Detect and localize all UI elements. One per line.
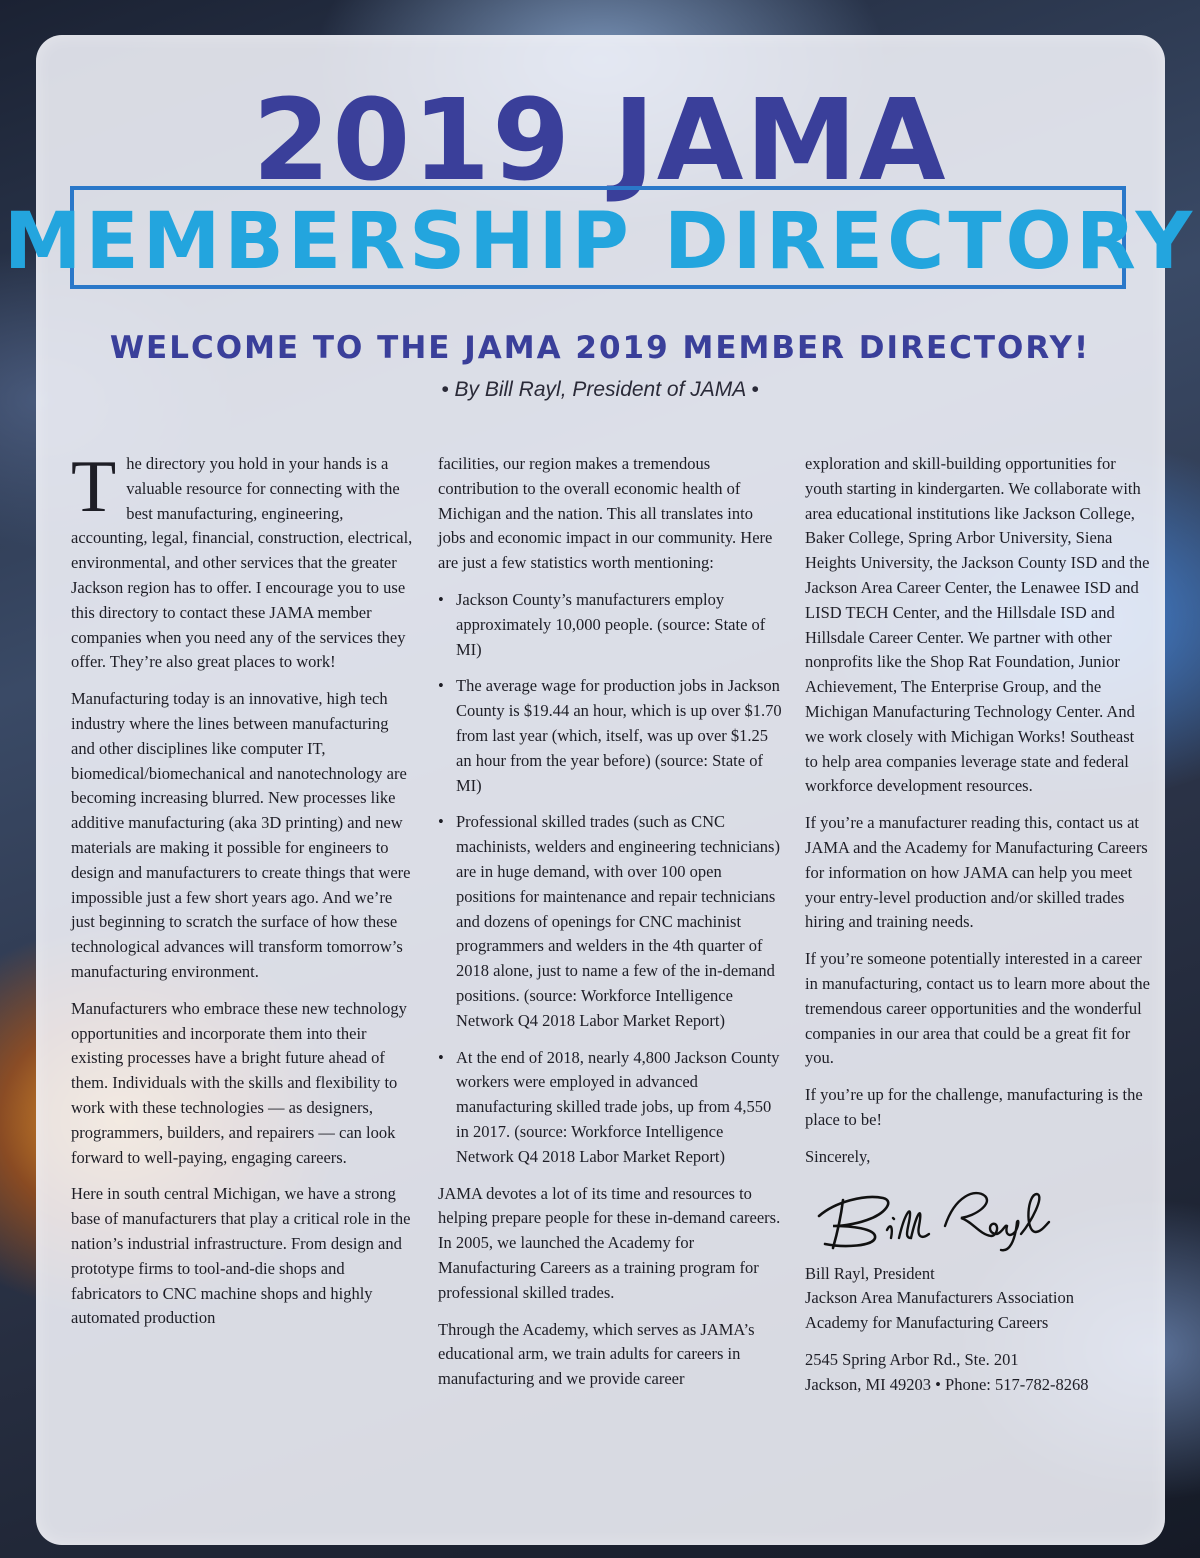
- paragraph: Manufacturers who embrace these new technology opportunities and incorporate them into their existing processes have a bright future ahead of them. Individuals with the skills and flexibility to work with these technologies — as designers, programmers, builders, and repairers — can look forward to well-paying, engaging careers.: [71, 998, 407, 1167]
- list-item: • Professional skilled trades (such as CNC machinists, welders and engineering technicians) are in huge demand, with over 100 open positions for maintenance and repair technicians and dozens of openings for CNC machinist programmers and welders in the 4th quarter of 2018 alone, just to name a few of the in-demand positions. (source: Workforce Intelligence Network Q4 2018 Labor Market Report): [438, 810, 783, 1033]
- street-address: 2545 Spring Arbor Rd., Ste. 201: [805, 1349, 1019, 1369]
- signer-block: [805, 1262, 1150, 1336]
- intro-paragraph: [71, 446, 416, 675]
- signer-organization: Academy for Manufacturing Careers: [805, 1313, 1049, 1333]
- paragraph: If you’re someone potentially interested in a career in manufacturing, contact us to learn more about the tremendous career opportunities and the wonderful companies in our area that could be a great fit for you.: [805, 949, 1151, 1068]
- page-subtitle: MEMBERSHIP DIRECTORY: [3, 197, 1197, 287]
- paragraph: If you’re a manufacturer reading this, contact us at JAMA and the Academy for Manufacturing Careers for information on how JAMA can help you meet your entry-level production and/or skilled trades hiring and training needs.: [805, 813, 1148, 932]
- intro-text: he directory you hold in your hands is a valuable resource for connecting with the best manufacturing, engineering, accounting, legal, financial, construction, electrical, environmental, and other services that the greater Jackson region has to offer. I encourage you to use this directory to contact these JAMA member companies when you need any of the services they offer. They’re also great places to work!: [71, 454, 413, 672]
- list-item: • At the end of 2018, nearly 4,800 Jackson County workers were employed in advanced manufacturing skilled trade jobs, up from 4,550 in 2017. (source: Workforce Intelligence Network Q4 2018 Labor Market Report): [438, 1046, 783, 1170]
- article-column-2: [438, 452, 783, 1404]
- signature-block: [805, 1262, 1150, 1398]
- address-block: [805, 1348, 1150, 1398]
- welcome-heading: WELCOME TO THE JAMA 2019 MEMBER DIRECTORY!: [109, 330, 1091, 366]
- paragraph: JAMA devotes a lot of its time and resources to helping prepare people for these in-demand careers. In 2005, we launched the Academy for Manufacturing Careers as a training program for professional skilled trades.: [438, 1183, 781, 1302]
- signer-organization: Jackson Area Manufacturers Association: [805, 1288, 1074, 1308]
- paragraph: facilities, our region makes a tremendous contribution to the overall economic health of Michigan and the nation. This all translates into jobs and economic impact in our community. Here are just a few statistics worth mentioning:: [438, 454, 773, 573]
- list-item: • Jackson County’s manufacturers employ approximately 10,000 people. (source: State of MI): [438, 588, 783, 662]
- list-item: • The average wage for production jobs in Jackson County is $19.44 an hour, which is up over $1.70 from last year (which, itself, was up over $1.25 an hour from the year before) (source: State of MI): [438, 674, 783, 798]
- article-column-1: [71, 446, 416, 1343]
- paragraph: exploration and skill-building opportunities for youth starting in kindergarten. We collaborate with area educational institutions like Jackson College, Baker College, Spring Arbor University, Siena Heights University, the Jackson County ISD and the Jackson Area Career Center, the Lenawee ISD and LISD TECH Center, and the Hillsdale ISD and Hillsdale Career Center. We partner with other nonprofits like the Shop Rat Foundation, Junior Achievement, The Enterprise Group, and the Michigan Manufacturing Technology Center. And we work closely with Michigan Works! Southeast to help area companies leverage state and federal workforce development resources.: [805, 454, 1150, 796]
- paragraph: If you’re up for the challenge, manufacturing is the place to be!: [805, 1085, 1143, 1129]
- drop-cap: T: [71, 446, 117, 528]
- article-column-3: [805, 452, 1150, 1410]
- byline: • By Bill Rayl, President of JAMA •: [441, 378, 759, 401]
- paragraph: Manufacturing today is an innovative, high tech industry where the lines between manufacturing and other disciplines like computer IT, biomedical/biomechanical and nanotechnology are becoming increasing blurred. New processes like additive manufacturing (aka 3D printing) and new materials are making it possible for engineers to design and manufacturers to create things that were impossible just a few short years ago. And we’re just beginning to scratch the surface of how these technological advances will transform tomorrow’s manufacturing environment.: [71, 689, 411, 981]
- paragraph: Through the Academy, which serves as JAMA’s educational arm, we train adults for careers in manufacturing and we provide career: [438, 1319, 755, 1389]
- signature: [805, 1182, 1055, 1254]
- paragraph: Here in south central Michigan, we have a strong base of manufacturers that play a critical role in the nation’s industrial infrastructure. From design and prototype firms to tool-and-die shops and fabricators to CNC machine shops and highly automated production: [71, 1184, 411, 1328]
- statistics-list: [438, 588, 783, 1170]
- city-phone: Jackson, MI 49203 • Phone: 517-782-8268: [805, 1374, 1089, 1394]
- page-title: 2019 JAMA: [252, 76, 948, 206]
- signer-name: Bill Rayl, President: [805, 1263, 935, 1283]
- closing: Sincerely,: [805, 1146, 871, 1166]
